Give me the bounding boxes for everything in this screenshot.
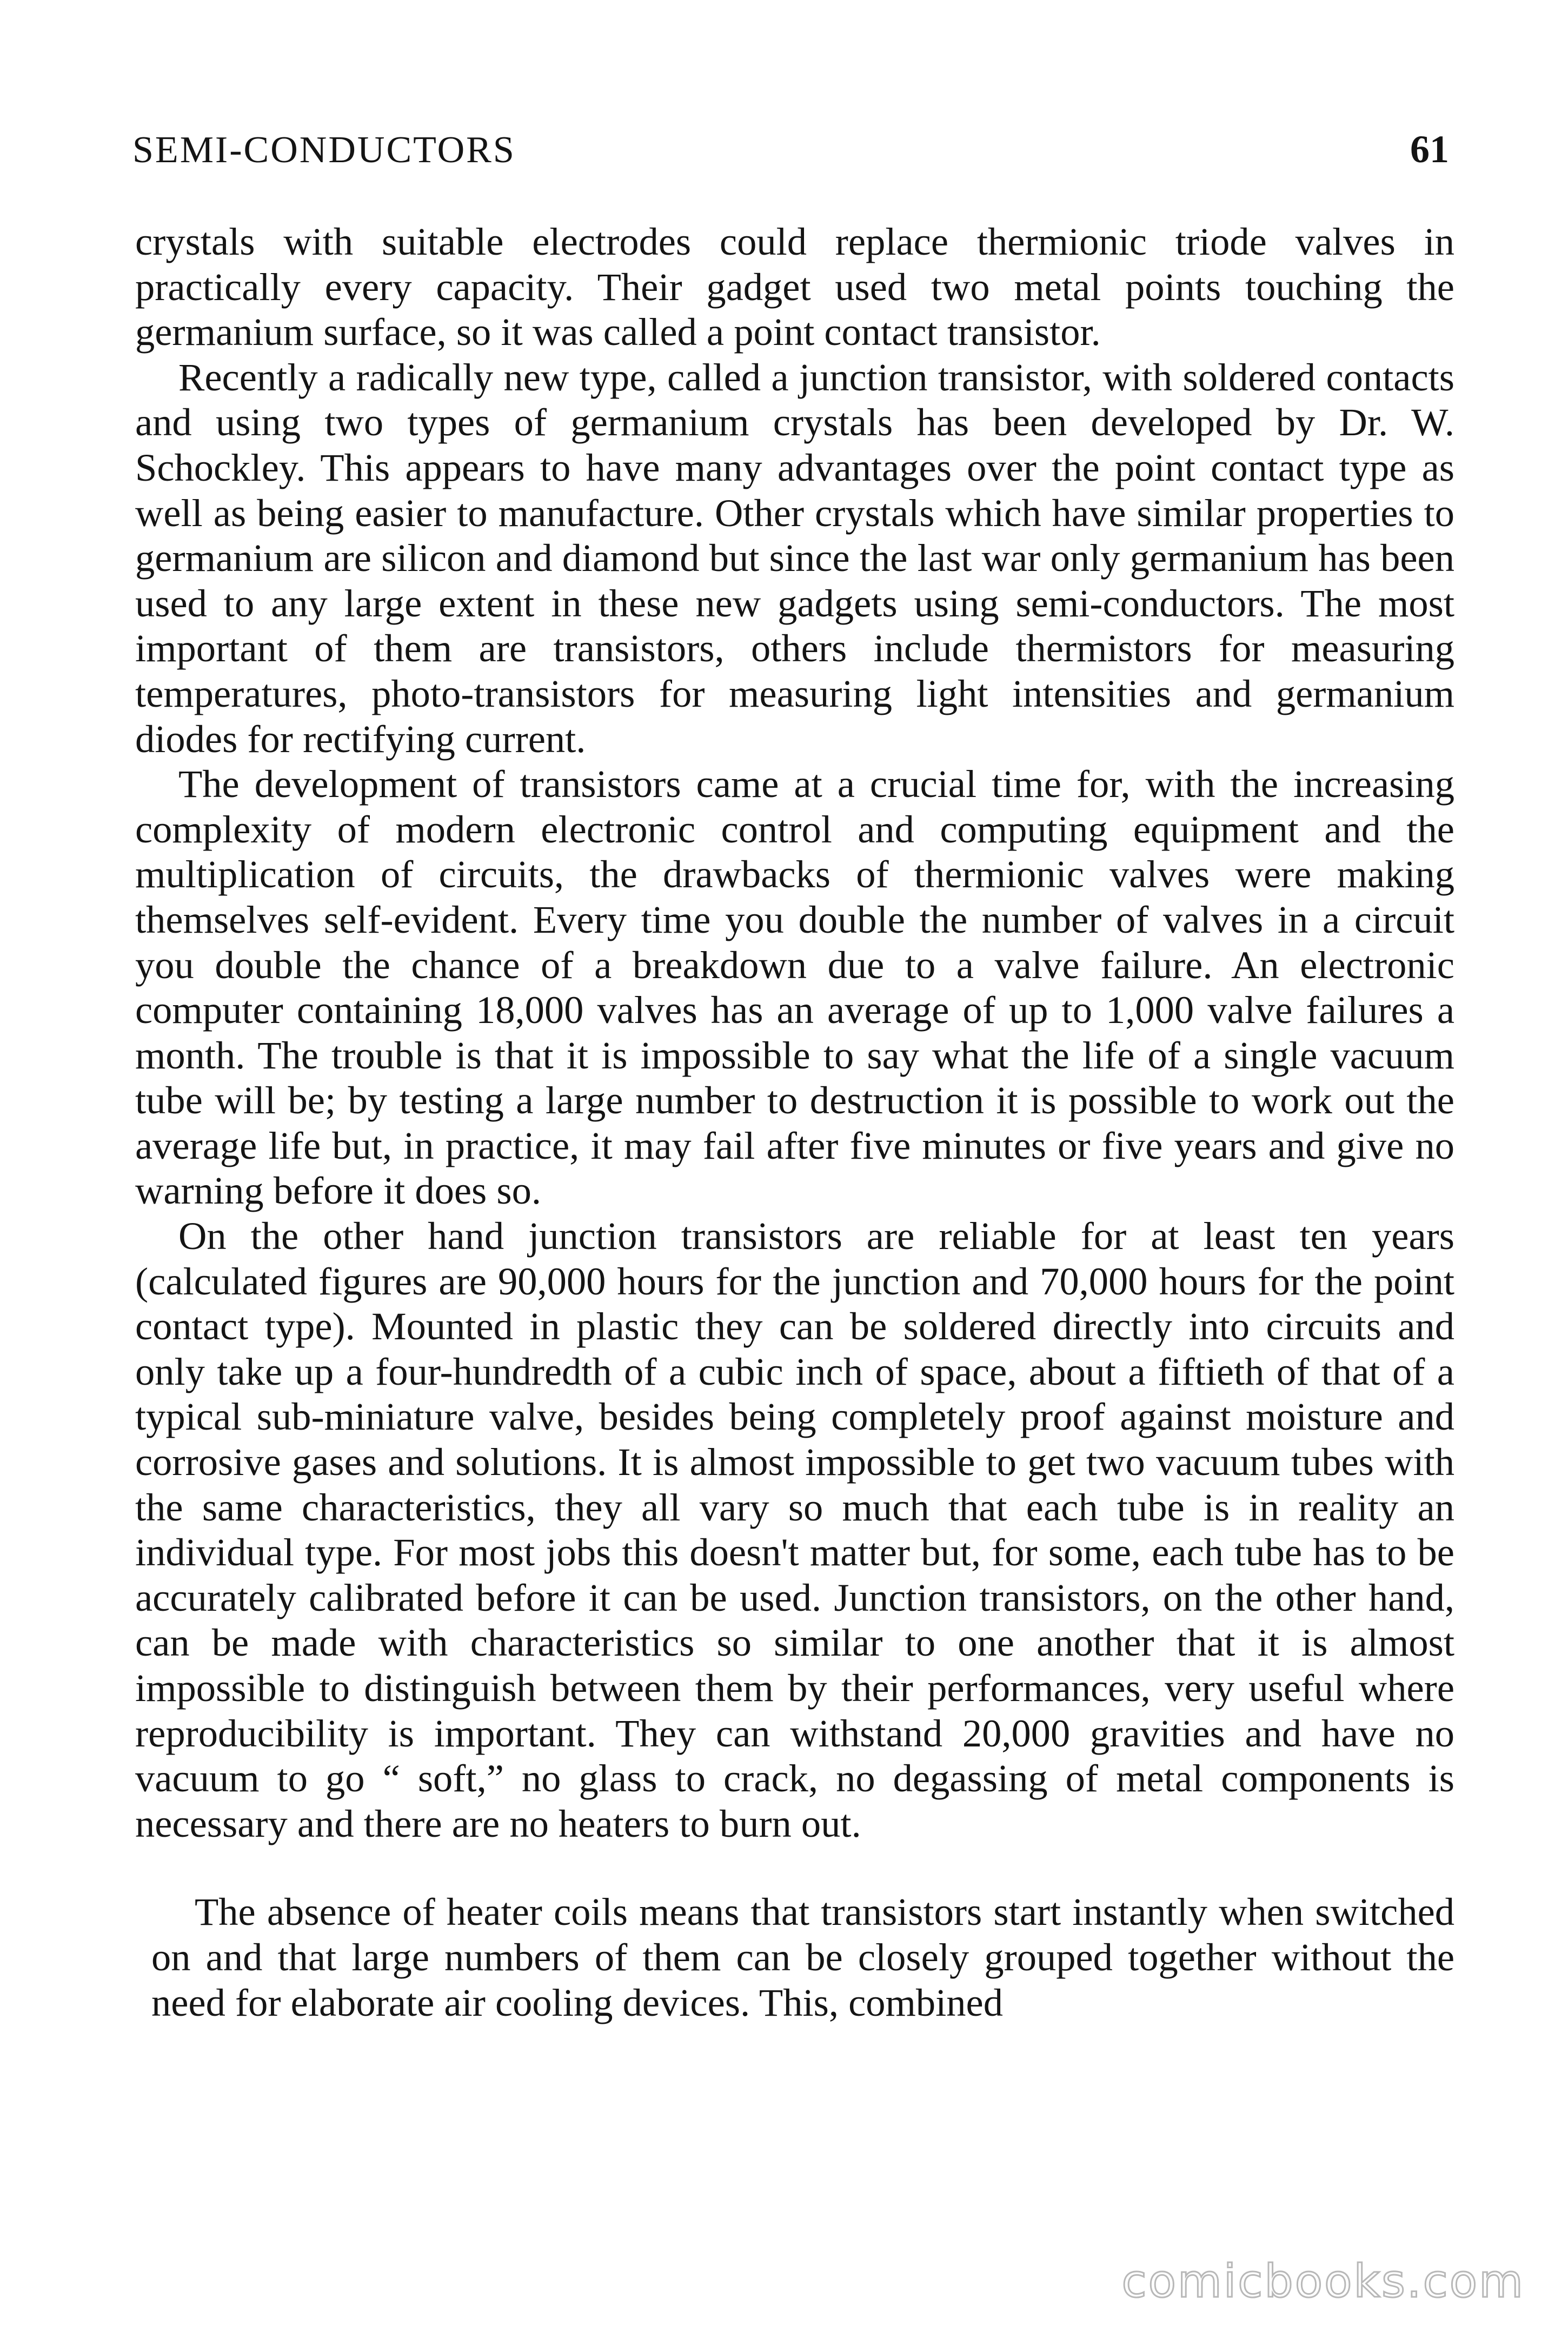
paragraph-1: crystals with suitable electrodes could replace thermionic triode valves in practically every capacity. Their gadget used two metal points touching the germanium surface, so it was called a point contact transistor.: [135, 220, 1454, 354]
watermark: comicbooks.com: [1121, 2255, 1525, 2308]
page-number: 61: [1410, 128, 1449, 171]
running-head: SEMI-CONDUCTORS: [132, 129, 516, 171]
paragraph-2: Recently a radically new type, called a junction transistor, with soldered contacts and using two types of germanium crystals has been developed by Dr. W. Schockley. This appears to have many advantages over the point contact type as well as being easier to manufacture. Other crystals which have similar properties to germanium are silicon and diamond but since the last war only germanium has been used to any large extent in these new gadgets using semi-conductors. The most important of them are transistors, others include thermistors for measuring temperatures, photo-transistors for measuring light intensities and germanium diodes for rectifying current.: [135, 355, 1454, 761]
page-header: [132, 127, 1449, 192]
paragraph-3: The development of transistors came at a crucial time for, with the increasing complexity of modern electronic control and computing equipment and the multiplication of circuits, the drawbacks of thermionic valves were making themselves self-evident. Every time you double the number of valves in a circuit you double the chance of a breakdown due to a valve failure. An electronic computer containing 18,000 valves has an average of up to 1,000 valve failures a month. The trouble is that it is impossible to say what the life of a single vacuum tube will be; by testing a large number to destruction it is possible to work out the average life but, in practice, it may fail after five minutes or five years and give no warning before it does so.: [135, 762, 1454, 1213]
paragraph-5: The absence of heater coils means that transistors start instantly when switched on and that large numbers of them can be closely grouped together without the need for elaborate air cooling devices. This, combined: [151, 1890, 1454, 2024]
body-text: [135, 219, 1454, 2025]
paragraph-4: On the other hand junction transistors are reliable for at least ten years (calculated figures are 90,000 hours for the junction and 70,000 hours for the point contact type). Mounted in plastic they can be soldered directly into circuits and only take up a four-hundredth of a cubic inch of space, about a fiftieth of that of a typical sub-miniature valve, besides being completely proof against moisture and corrosive gases and solutions. It is almost impossible to get two vacuum tubes with the same characteristics, they all vary so much that each tube is in reality an individual type. For most jobs this doesn't matter but, for some, each tube has to be accurately calibrated before it can be used. Junction transistors, on the other hand, can be made with characteristics so similar to one another that it is almost impossible to distinguish between them by their performances, very useful where reproducibility is important. They can withstand 20,000 gravities and have no vacuum to go “ soft,” no glass to crack, no degassing of metal components is necessary and there are no heaters to burn out.: [135, 1214, 1454, 1845]
